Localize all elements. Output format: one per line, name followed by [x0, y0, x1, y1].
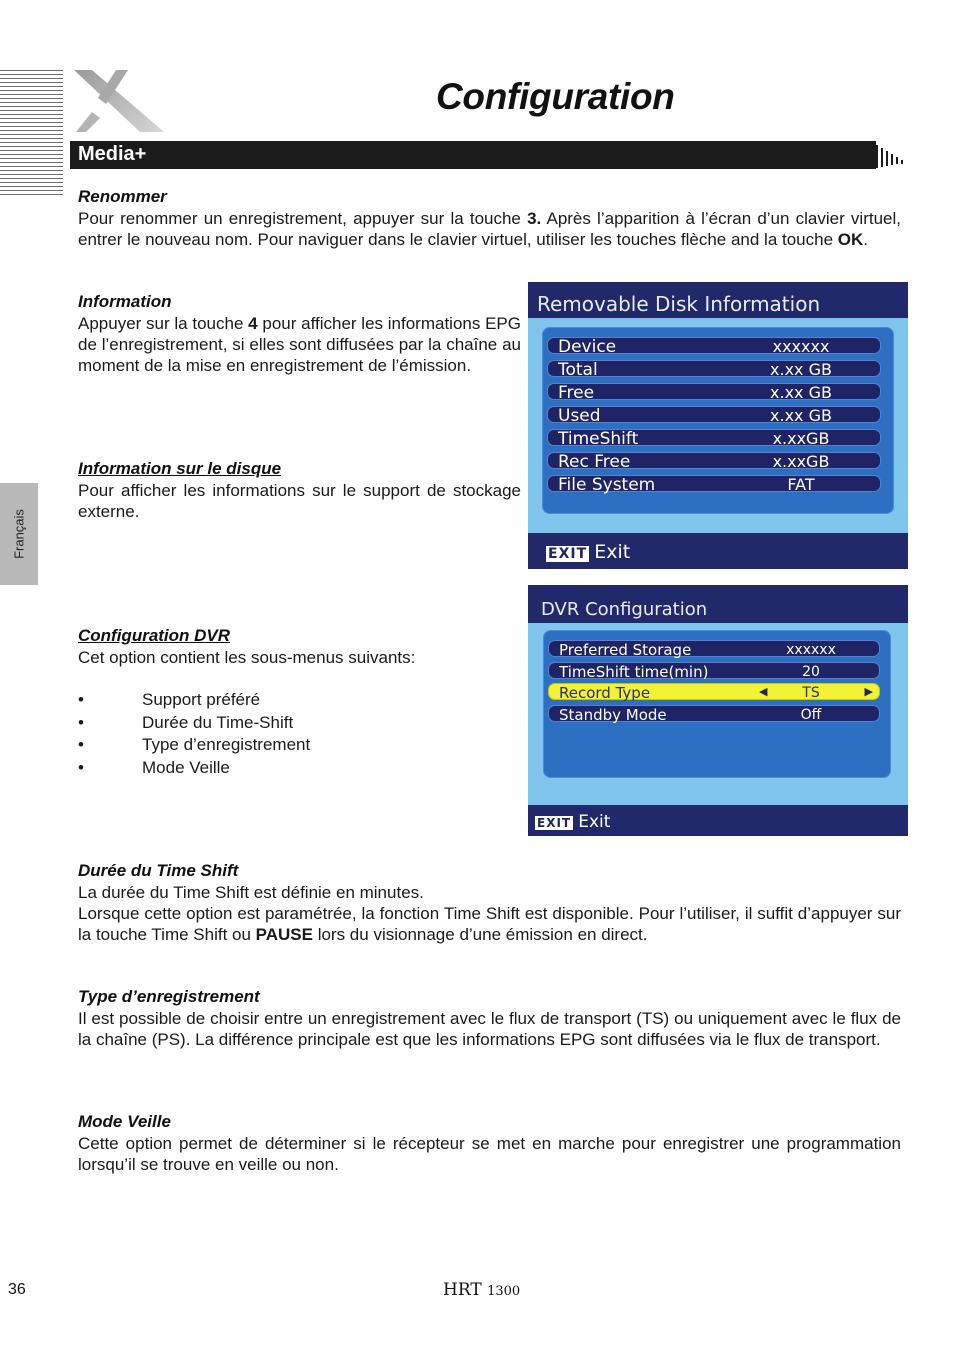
disk-row-used[interactable]: Used x.xx GB — [547, 406, 881, 423]
footer-brand — [443, 1280, 520, 1300]
footer-model: 1300 — [487, 1284, 521, 1299]
disk-row-total[interactable]: Total x.xx GB — [547, 360, 881, 377]
dvr-row-record-type[interactable]: Record Type ◀ TS ▶ — [548, 683, 880, 700]
list-item: • Support préféré — [78, 689, 310, 712]
paragraph-renommer: Pour renommer un enregistrement, appuyer sur la touche 3. Après l’apparition à l’écran d’un clavier virtuel, entrer le nouveau nom. Pour naviguer dans le clavier virtuel, utiliser les touches flèche and la touche OK. — [78, 209, 901, 249]
heading-renommer: Renommer — [78, 187, 167, 206]
exit-label: Exit — [594, 541, 631, 563]
screen-removable-disk — [528, 282, 908, 569]
disk-row-device[interactable]: Device xxxxxx — [547, 337, 881, 354]
screen-dvr-exit-button[interactable] — [535, 812, 610, 832]
dvr-submenu-list — [78, 689, 310, 779]
section-header-bar — [70, 141, 876, 169]
exit-key-icon: EXIT — [548, 546, 588, 562]
dvr-row-preferred-storage[interactable]: Preferred Storage xxxxxx — [548, 640, 880, 657]
section-title: Media+ — [78, 143, 147, 165]
brand-logo-icon — [70, 68, 166, 134]
paragraph-information: Appuyer sur la touche 4 pour afficher les informations EPG de l’enregistrement, si elles sont diffusées par la chaîne au moment de la mise en enregistrement de l’émission. — [78, 314, 521, 375]
screen-disk-exit-button[interactable] — [546, 541, 630, 563]
screen-dvr-configuration — [528, 585, 908, 836]
heading-information: Information — [78, 292, 172, 311]
disk-row-free[interactable]: Free x.xx GB — [547, 383, 881, 400]
list-item: • Mode Veille — [78, 757, 310, 780]
screen-dvr-title: DVR Configuration — [541, 599, 708, 620]
paragraph-timeshift-1: La durée du Time Shift est définie en minutes. — [78, 883, 424, 902]
dvr-row-standby-mode[interactable]: Standby Mode Off — [548, 705, 880, 722]
language-tab-label: Français — [11, 509, 27, 559]
list-item: • Durée du Time-Shift — [78, 712, 310, 735]
page-number: 36 — [8, 1281, 26, 1298]
screen-disk-title: Removable Disk Information — [537, 292, 821, 316]
paragraph-veille: Cette option permet de déterminer si le récepteur se met en marche pour enregistrer une programmation lorsqu’il se trouve en veille ou non. — [78, 1134, 901, 1174]
disk-row-timeshift[interactable]: TimeShift x.xxGB — [547, 429, 881, 446]
heading-type: Type d’enregistrement — [78, 987, 260, 1006]
disk-row-rec-free[interactable]: Rec Free x.xxGB — [547, 452, 881, 469]
exit-key-icon: EXIT — [537, 816, 572, 830]
screen-disk-body — [528, 318, 908, 533]
heading-dvr: Configuration DVR — [78, 626, 231, 645]
language-tab — [0, 483, 38, 585]
footer-brand-name: HRT — [443, 1280, 482, 1300]
paragraph-disque: Pour afficher les informations sur le support de stockage externe. — [78, 481, 521, 521]
disk-row-file-system[interactable]: File System FAT — [547, 475, 881, 492]
paragraph-dvr: Cet option contient les sous-menus suivants: — [78, 648, 416, 667]
screen-disk-panel — [542, 327, 894, 514]
arrow-right-icon[interactable]: ▶ — [864, 685, 873, 698]
exit-label: Exit — [578, 812, 611, 832]
heading-veille: Mode Veille — [78, 1112, 171, 1131]
heading-timeshift: Durée du Time Shift — [78, 861, 239, 880]
page-title: Configuration — [436, 76, 675, 117]
paragraph-type: Il est possible de choisir entre un enregistrement avec le flux de transport (TS) ou uniquement avec le flux de la chaîne (PS). La différence principale est que les informations EPG sont diffusées via le flux de transport. — [78, 1009, 901, 1049]
list-item: • Type d’enregistrement — [78, 734, 310, 757]
arrow-left-icon[interactable]: ◀ — [759, 685, 768, 698]
screen-dvr-panel — [543, 630, 891, 778]
side-stripes-decoration — [0, 70, 63, 195]
section-bar-dots-decoration — [866, 139, 908, 170]
dvr-row-timeshift-time[interactable]: TimeShift time(min) 20 — [548, 662, 880, 679]
paragraph-timeshift-2: Lorsque cette option est paramétrée, la fonction Time Shift est disponible. Pour l’utiliser, il suffit d’appuyer sur la touche Time Shift ou PAUSE lors du visionnage d’une émission en direct. — [78, 904, 901, 944]
heading-disque: Information sur le disque — [78, 459, 282, 478]
screen-dvr-body — [528, 623, 908, 805]
